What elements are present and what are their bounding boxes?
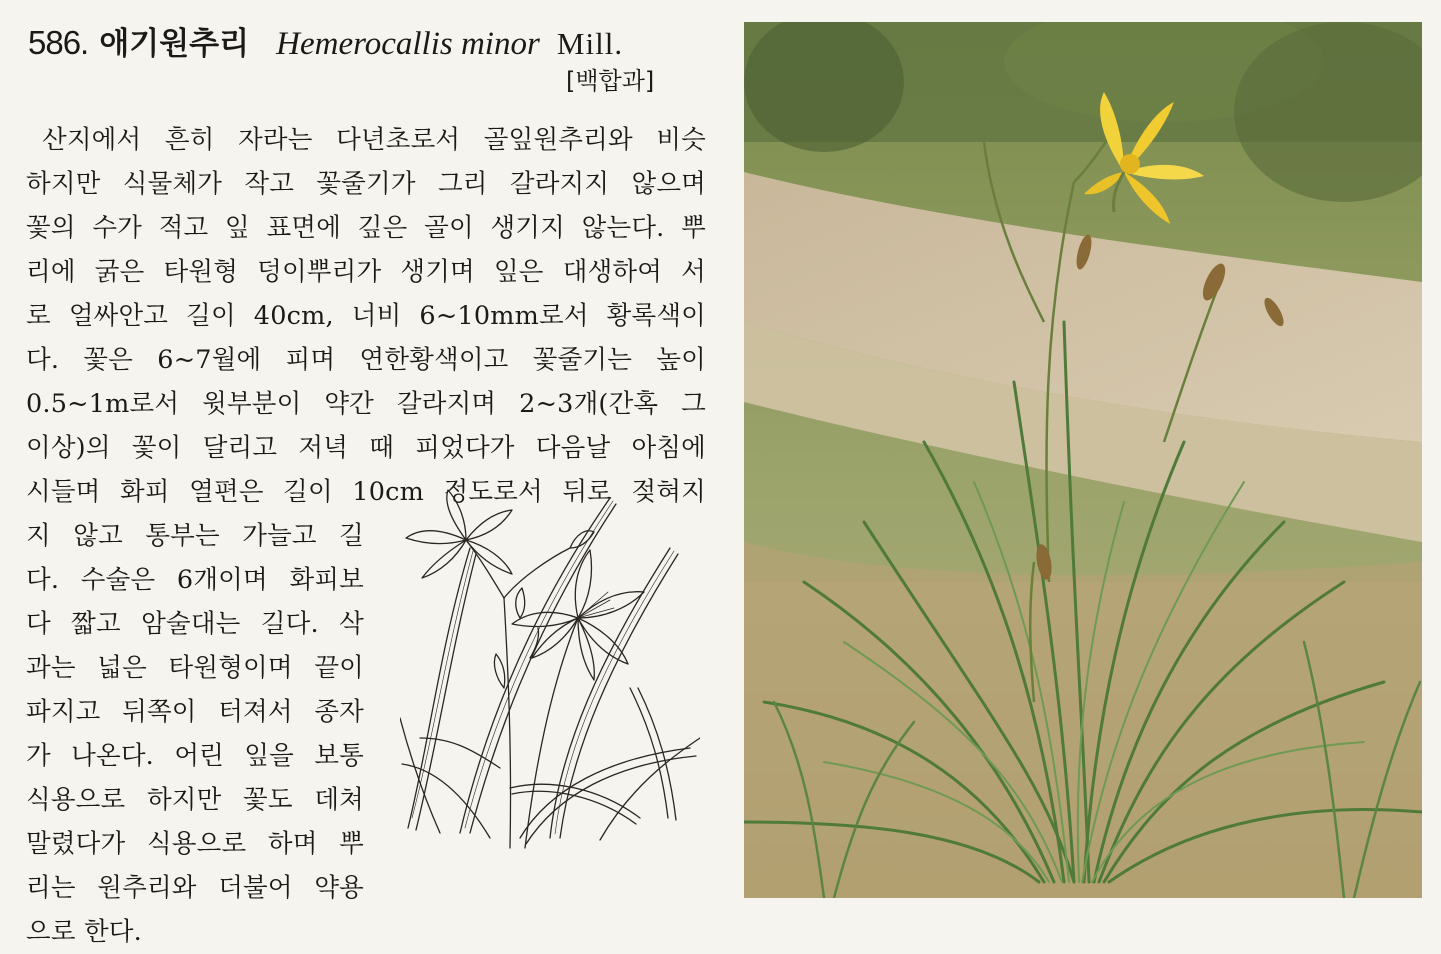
text-line: 과는 넓은 타원형이며 끝이 (26, 653, 364, 683)
text-line: 말렸다가 식용으로 하며 뿌 (26, 829, 364, 859)
text-line: 으로 한다. (26, 917, 142, 947)
text-line: 파지고 뒤쪽이 터져서 종자 (26, 697, 364, 727)
family-name: [백합과] (566, 67, 655, 95)
entry-title (28, 22, 623, 64)
korean-name: 애기원추리 (99, 26, 250, 62)
text-line: 다. 수술은 6개이며 화피보 (26, 565, 364, 595)
text-line: 이상)의 꽃이 달리고 저녁 때 피었다가 다음날 아침에 (26, 433, 706, 463)
author-name: Mill. (556, 26, 624, 61)
text-line: 식용으로 하지만 꽃도 데쳐 (26, 785, 364, 815)
text-line: 다. 꽃은 6~7월에 피며 연한황색이고 꽃줄기는 높이 (26, 345, 706, 375)
text-line: 산지에서 흔히 자라는 다년초로서 골잎원추리와 비슷 (42, 125, 706, 155)
text-line: 꽃의 수가 적고 잎 표면에 깊은 골이 생기지 않는다. 뿌 (26, 213, 706, 243)
text-line: 리는 원추리와 더불어 약용 (26, 873, 364, 903)
entry-number: 586. (28, 24, 89, 61)
text-line: 다 짧고 암술대는 길다. 삭 (26, 609, 364, 639)
text-line: 시들며 화피 열편은 길이 10cm 정도로서 뒤로 젖혀지 (26, 477, 706, 507)
scientific-name: Hemerocallis minor (276, 26, 540, 62)
text-line: 로 얼싸안고 길이 40cm, 너비 6~10mm로서 황록색이 (26, 301, 706, 331)
text-line: 지 않고 통부는 가늘고 길 (26, 521, 364, 551)
line-drawing-of-daylily-plant (400, 488, 700, 853)
text-line: 하지만 식물체가 작고 꽃줄기가 그리 갈라지지 않으며 (26, 169, 706, 199)
text-line: 0.5~1m로서 윗부분이 약간 갈라지며 2~3개(간혹 그 (26, 389, 706, 419)
text-line: 리에 굵은 타원형 덩이뿌리가 생기며 잎은 대생하여 서 (26, 257, 706, 287)
photo-of-yellow-daylily-in-grass (744, 22, 1422, 898)
text-line: 가 나온다. 어린 잎을 보통 (26, 741, 364, 771)
